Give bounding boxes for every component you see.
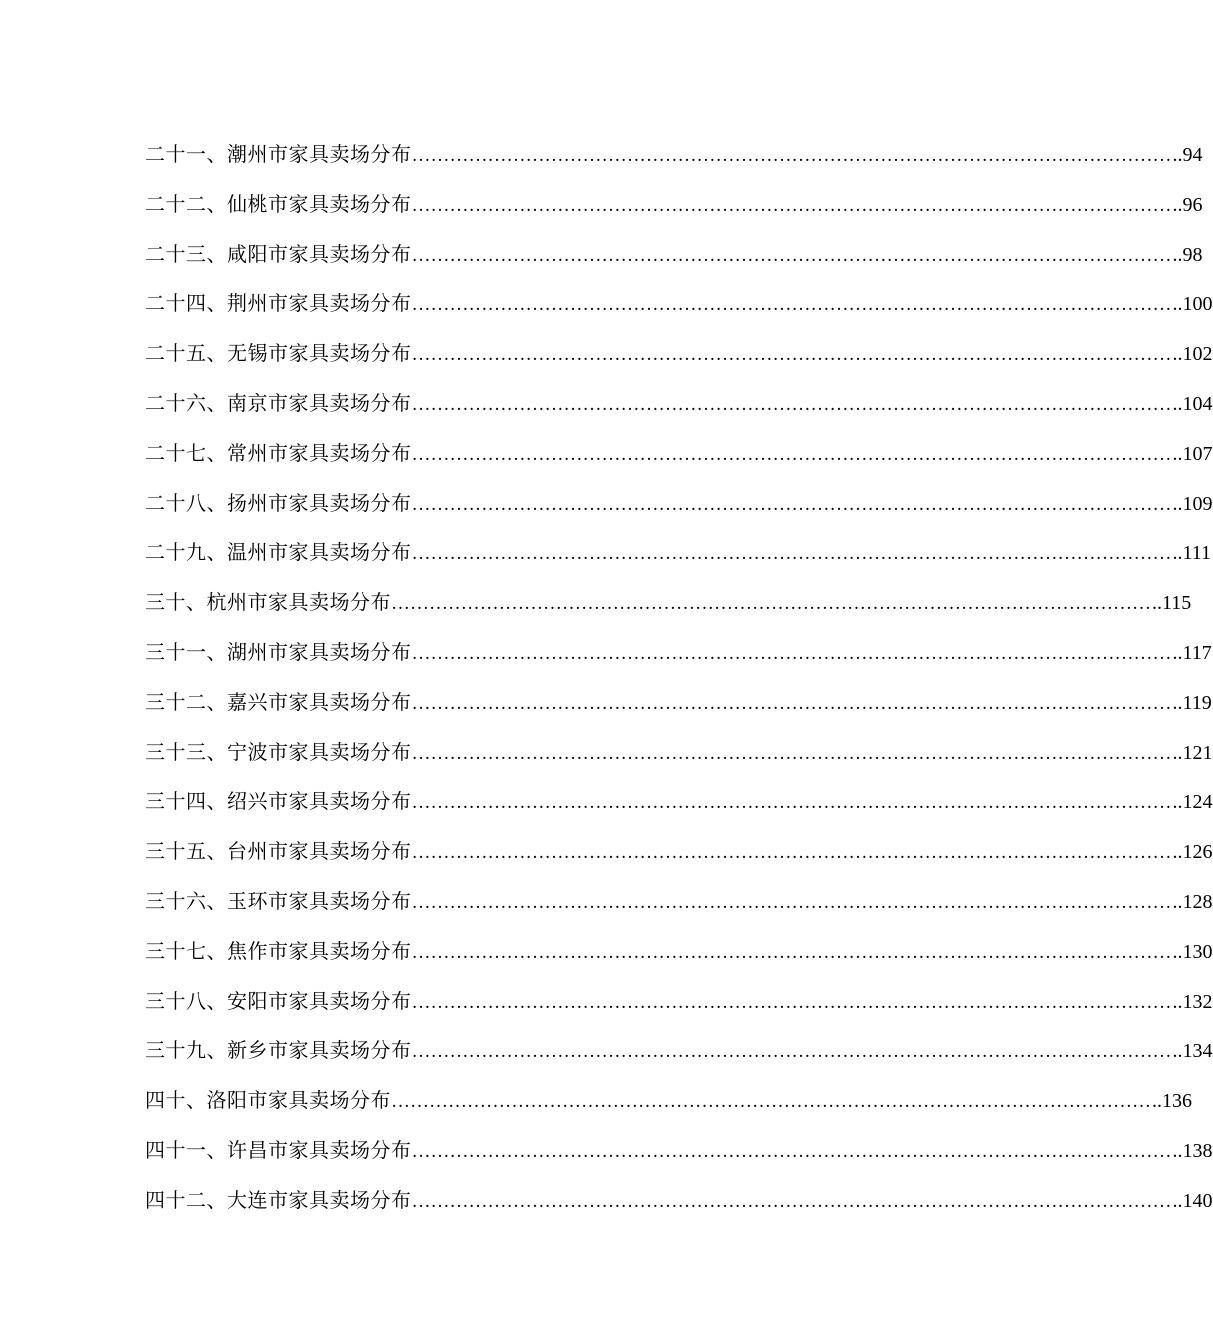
toc-entry-30[interactable] <box>145 578 1192 628</box>
toc-page-number: ..117 <box>1172 641 1212 664</box>
toc-page-number: ..100 <box>1172 293 1213 316</box>
toc-entry-25[interactable] <box>145 329 1213 379</box>
toc-page-number: ..124 <box>1172 791 1213 814</box>
toc-entry-34[interactable] <box>145 777 1213 827</box>
toc-entry-28[interactable] <box>145 479 1213 529</box>
toc-entry-title: 三十、杭州市家具卖场分布 <box>145 590 391 615</box>
toc-page-number: ..107 <box>1172 442 1213 465</box>
toc-entry-40[interactable] <box>145 1076 1192 1126</box>
toc-entry-29[interactable] <box>145 528 1212 578</box>
toc-entry-title: 三十九、新乡市家具卖场分布 <box>145 1038 412 1063</box>
toc-dot-leader: ………………………………………………………………………………………………………… <box>411 145 1172 166</box>
toc-entry-title: 三十一、湖州市家具卖场分布 <box>145 639 412 664</box>
toc-page-number: ..104 <box>1172 392 1213 415</box>
toc-page-number: ..140 <box>1172 1189 1213 1212</box>
toc-entry-title: 三十七、焦作市家具卖场分布 <box>145 938 412 963</box>
toc-entry-39[interactable] <box>145 1026 1213 1076</box>
toc-entry-title: 三十六、玉环市家具卖场分布 <box>145 888 412 913</box>
toc-entry-title: 二十三、咸阳市家具卖场分布 <box>145 241 412 266</box>
toc-entry-21[interactable] <box>145 130 1203 180</box>
toc-entry-26[interactable] <box>145 379 1213 429</box>
toc-dot-leader: ………………………………………………………………………………………………………… <box>411 842 1172 864</box>
toc-entry-27[interactable] <box>145 429 1213 479</box>
toc-entry-title: 三十四、绍兴市家具卖场分布 <box>145 789 412 814</box>
toc-dot-leader: ………………………………………………………………………………………………………… <box>411 244 1172 266</box>
toc-entry-title: 二十四、荆州市家具卖场分布 <box>145 291 412 316</box>
toc-entry-title: 四十一、许昌市家具卖场分布 <box>145 1137 412 1162</box>
toc-dot-leader: ………………………………………………………………………………………………………… <box>411 941 1172 963</box>
toc-page-number: ..136 <box>1152 1090 1192 1113</box>
toc-entry-22[interactable] <box>145 180 1203 230</box>
toc-entry-title: 三十五、台州市家具卖场分布 <box>145 839 412 864</box>
toc-page-number: ..102 <box>1172 343 1213 366</box>
toc-entry-title: 三十三、宁波市家具卖场分布 <box>145 739 412 764</box>
toc-dot-leader: ………………………………………………………………………………………………………… <box>411 1190 1172 1212</box>
toc-entry-title: 三十二、嘉兴市家具卖场分布 <box>145 689 412 714</box>
toc-page-number: ..96 <box>1172 193 1203 216</box>
toc-entry-24[interactable] <box>145 279 1213 329</box>
toc-entry-title: 二十二、仙桃市家具卖场分布 <box>145 191 412 216</box>
toc-dot-leader: ………………………………………………………………………………………………………… <box>411 443 1172 465</box>
toc-entry-35[interactable] <box>145 827 1213 877</box>
toc-page-number: ..134 <box>1172 1040 1213 1063</box>
toc-dot-leader: ………………………………………………………………………………………………………… <box>391 1091 1151 1113</box>
toc-dot-leader: ………………………………………………………………………………………………………… <box>411 692 1172 714</box>
toc-entry-title: 二十六、南京市家具卖场分布 <box>145 390 412 415</box>
toc-page-number: ..121 <box>1172 741 1213 764</box>
toc-entry-title: 二十七、常州市家具卖场分布 <box>145 440 412 465</box>
toc-dot-leader: ………………………………………………………………………………………………………… <box>411 1041 1172 1063</box>
toc-dot-leader: ………………………………………………………………………………………………………… <box>411 493 1172 515</box>
toc-entry-32[interactable] <box>145 678 1212 728</box>
toc-dot-leader: ………………………………………………………………………………………………………… <box>391 593 1151 615</box>
toc-entry-36[interactable] <box>145 877 1213 927</box>
toc-entry-title: 四十二、大连市家具卖场分布 <box>145 1187 412 1212</box>
toc-entry-title: 二十一、潮州市家具卖场分布 <box>145 142 412 166</box>
toc-dot-leader: ………………………………………………………………………………………………………… <box>411 891 1172 913</box>
toc-dot-leader: ………………………………………………………………………………………………………… <box>411 1140 1172 1162</box>
table-of-contents <box>145 130 1213 1226</box>
toc-entry-33[interactable] <box>145 728 1213 778</box>
toc-dot-leader: ………………………………………………………………………………………………………… <box>411 543 1172 565</box>
toc-page-number: ..119 <box>1172 691 1212 714</box>
toc-page-number: ..138 <box>1172 1139 1213 1162</box>
toc-page-number: ..94 <box>1172 144 1203 166</box>
toc-page-number: ..98 <box>1172 243 1203 266</box>
toc-entry-42[interactable] <box>145 1176 1213 1226</box>
toc-entry-title: 三十八、安阳市家具卖场分布 <box>145 988 412 1013</box>
toc-entry-title: 二十五、无锡市家具卖场分布 <box>145 341 412 366</box>
toc-page-number: ..132 <box>1172 990 1213 1013</box>
toc-entry-31[interactable] <box>145 628 1212 678</box>
toc-dot-leader: ………………………………………………………………………………………………………… <box>411 393 1172 415</box>
toc-entry-title: 二十八、扬州市家具卖场分布 <box>145 490 412 515</box>
toc-dot-leader: ………………………………………………………………………………………………………… <box>411 642 1172 664</box>
toc-dot-leader: ………………………………………………………………………………………………………… <box>411 742 1172 764</box>
toc-page-number: ..130 <box>1172 940 1213 963</box>
toc-page-number: ..126 <box>1172 841 1213 864</box>
toc-entry-title: 四十、洛阳市家具卖场分布 <box>145 1088 391 1113</box>
toc-dot-leader: ………………………………………………………………………………………………………… <box>411 194 1172 216</box>
toc-dot-leader: ………………………………………………………………………………………………………… <box>411 344 1172 366</box>
toc-dot-leader: ………………………………………………………………………………………………………… <box>411 991 1172 1013</box>
toc-page-number: ..115 <box>1152 592 1192 615</box>
toc-entry-23[interactable] <box>145 230 1203 280</box>
toc-dot-leader: ………………………………………………………………………………………………………… <box>411 294 1172 316</box>
toc-page-number: ..111 <box>1172 542 1212 565</box>
toc-dot-leader: ………………………………………………………………………………………………………… <box>411 792 1172 814</box>
toc-entry-41[interactable] <box>145 1126 1213 1176</box>
toc-entry-38[interactable] <box>145 977 1213 1027</box>
toc-entry-title: 二十九、温州市家具卖场分布 <box>145 540 412 565</box>
toc-page-number: ..109 <box>1172 492 1213 515</box>
toc-entry-37[interactable] <box>145 927 1213 977</box>
toc-page-number: ..128 <box>1172 890 1213 913</box>
